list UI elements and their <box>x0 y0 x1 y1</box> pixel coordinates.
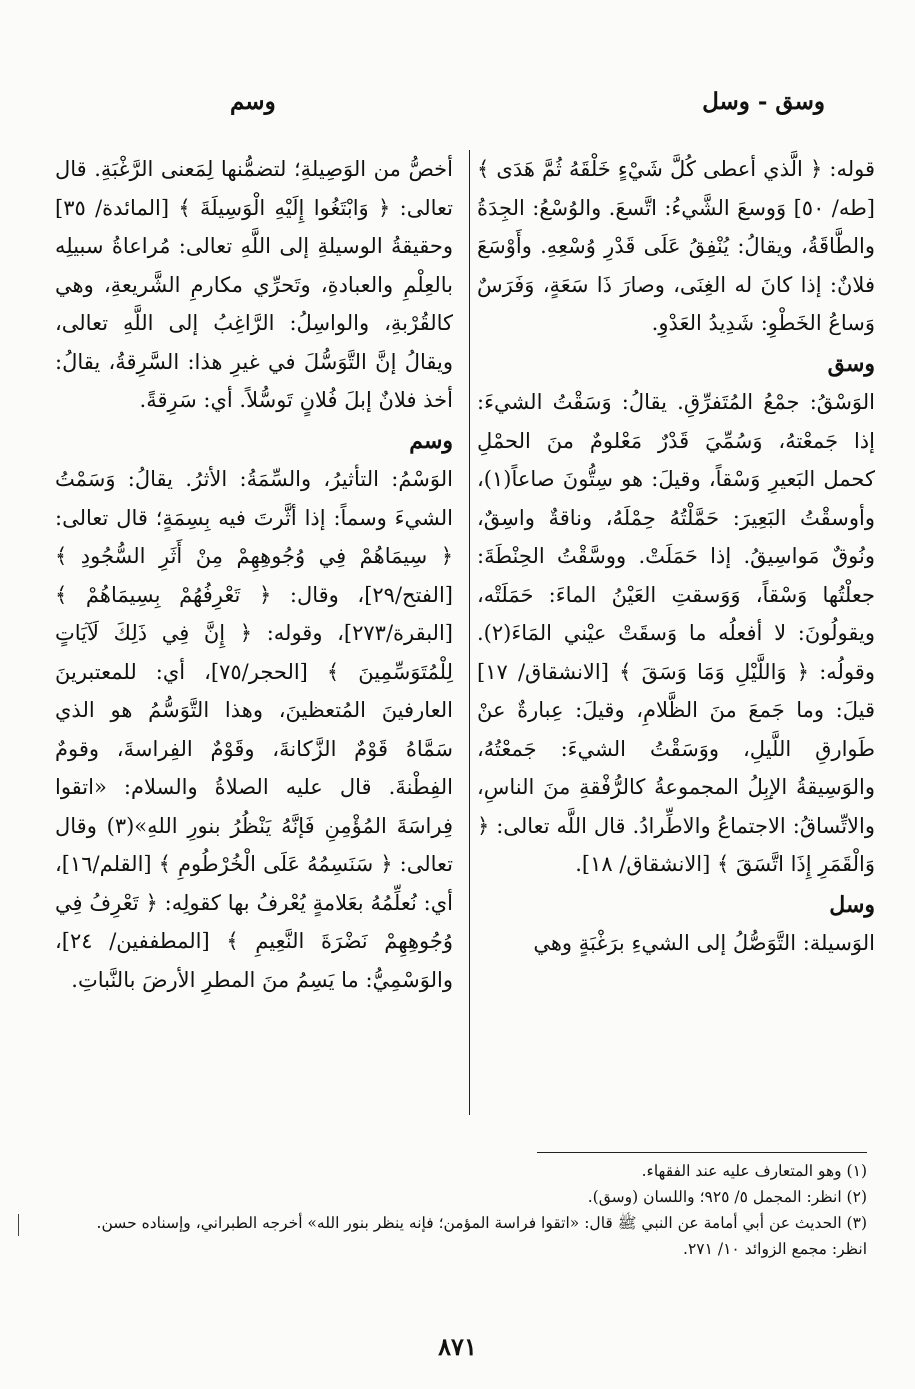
running-header-right: وسق - وسل <box>702 88 825 115</box>
column-divider <box>469 150 470 1115</box>
footnote-divider <box>537 1152 867 1153</box>
footnotes <box>57 1158 867 1262</box>
paragraph-entry-wasm: الوَسْمُ: التأثيرُ، والسِّمَةُ: الأثرُ. يقالُ: وَسَمْتُ الشيءَ وسماً: إذا أثَّرتَ فيه بِسِمَةٍ؛ قال تعالى: ﴿ سِيمَاهُمْ فِي وُجُوهِهِمْ مِنْ أَثَرِ السُّجُودِ ﴾ [الفتح/٢٩]، وقال: ﴿ تَعْرِفُهُمْ بِسِيمَاهُمْ ﴾ [البقرة/٢٧٣]، وقوله: ﴿ إِنَّ فِي ذَلِكَ لَآيَاتٍ لِلْمُتَوَسِّمِينَ ﴾ [الحجر/٧٥]، أي: للمعتبرينَ العارفينَ المُتعظينَ، وهذا التَّوَسُّمُ هو الذي سَمَّاهُ قَوْمٌ الزَّكانةَ، وقَوْمٌ الفِراسةَ، وقومٌ الفِطْنةَ. قال عليه الصلاةُ والسلام: «اتقوا فِراسَةَ المُؤْمِنِ فَإنَّهُ يَنْظُرُ بنورِ اللهِ»(٣) وقال تعالى: ﴿ سَنَسِمُهُ عَلَى الْخُرْطُومِ ﴾ [القلم/١٦]، أي: نُعلِّمُهُ بعَلامةٍ يُعْرفُ بها كقولِه: ﴿ تَعْرِفُ فِي وُجُوهِهِمْ نَضْرَةَ النَّعِيمِ ﴾ [المطففين/ ٢٤]، والوَسْمِيُّ: ما يَسِمُ منَ المطرِ الأرضَ بالنَّباتِ. <box>55 467 453 992</box>
paragraph-entry-wasl-cont: أخصُّ من الوَصِيلةِ؛ لتضمُّنها لِمَعنى الرَّغْبَةِ. قال تعالى: ﴿ وَابْتَغُوا إِلَيْهِ الْوَسِيلَةَ ﴾ [المائدة/ ٣٥] وحقيقةُ الوسيلةِ إلى اللَّهِ تعالى: مُراعاةُ سبيلِه بالعِلْمِ والعبادةِ، وتَحرِّي مكارمِ الشَّريعةِ، وهي كالقُرْبةِ، والواسِلُ: الرَّاغِبُ إلى اللَّهِ تعالى، ويقالُ إنَّ التَّوَسُّلَ في غيرِ هذا: السَّرِقةُ، يقالُ: أخذ فلانٌ إبلَ فُلانٍ تَوسُّلاً. أي: سَرِقةً. <box>55 157 453 412</box>
entry-heading-wasm: وسم <box>409 427 453 454</box>
footnote: (١) وهو المتعارف عليه عند الفقهاء. <box>641 1162 867 1180</box>
entry-heading-wasl: وسل <box>829 891 875 918</box>
entry-heading-wasq: وسق <box>827 350 875 377</box>
margin-mark <box>18 1214 19 1236</box>
page-number: ٨٧١ <box>438 1332 477 1361</box>
left-column <box>55 150 453 999</box>
running-header-left: وسم <box>230 88 276 115</box>
right-column <box>477 150 875 963</box>
paragraph-entry-wasq: الوَسْقُ: جمْعُ المُتَفرِّقِ. يقالُ: وَسَقْتُ الشيءَ: إذا جَمعْتهُ، وَسُمِّيَ قَدْرٌ مَعْلومٌ منَ الحمْلِ كحمل البَعيرِ وَسْقاً، وقيلَ: هو سِتُّونَ صاعاً(١)، وأوسقْتُ البَعِيرَ: حَمَّلْتُهُ حِمْلَهُ، وناقةٌ واسِقٌ، ونُوقٌ مَواسِيقُ. إذا حَمَلَتْ. ووسَّقْتُ الحِنْطَةَ: جعلْتُها وَسْقاً، وَوَسقتِ العَيْنُ الماءَ: حَمَلَتْه، ويقولُونَ: لا أفعلُه ما وَسقَتْ عيْني المَاءَ(٢). وقولُه: ﴿ وَاللَّيْلِ وَمَا وَسَقَ ﴾ [الانشقاق/ ١٧] قيلَ: وما جَمعَ منَ الظَّلامِ، وقيلَ: عِبارةٌ عنْ طَوارقِ اللَّيلِ، ووَسَقْتُ الشيءَ: جَمعْتُهُ، والوَسِيقةُ الإبِلُ المجموعةُ كالرُّفْقةِ منَ الناسِ، والاتِّساقُ: الاجتماعُ والاطِّرادُ. قال اللَّه تعالى: ﴿ وَالْقَمَرِ إِذَا اتَّسَقَ ﴾ [الانشقاق/ ١٨]. <box>477 390 875 876</box>
paragraph-entry-wasl-start: الوَسيلة: التَّوَصُّلُ إلى الشيءِ برَغْبَةٍ وهي <box>533 931 875 955</box>
footnote: (٣) الحديث عن أبي أمامة عن النبي ﷺ قال: «اتقوا فراسة المؤمن؛ فإنه ينظر بنور الله» أخرجه الطبراني، وإسناده حسن. انظر: مجمع الزوائد ١٠/ ٢٧١. <box>96 1214 867 1258</box>
footnote: (٢) انظر: المجمل ٥/ ٩٢٥؛ واللسان (وسق). <box>587 1188 867 1206</box>
paragraph-entry-wasa-end: قوله: ﴿ الَّذي أعطى كُلَّ شَيْءٍ خَلْقَهُ ثُمَّ هَدَى ﴾ [طه/ ٥٠] وَوسعَ الشَّيءُ: اتَّسعَ. والوُسْعُ: الجِدَةُ والطَّاقَةُ، ويقالُ: يُنْفِقُ عَلَى قَدْرِ وُسْعِهِ. وأَوْسَعَ فلانٌ: إذا كانَ له الغِنَى، وصارَ ذَا سَعَةٍ، وَفَرَسٌ وَساعُ الخَطْوِ: شَدِيدُ العَدْوِ. <box>477 157 875 335</box>
